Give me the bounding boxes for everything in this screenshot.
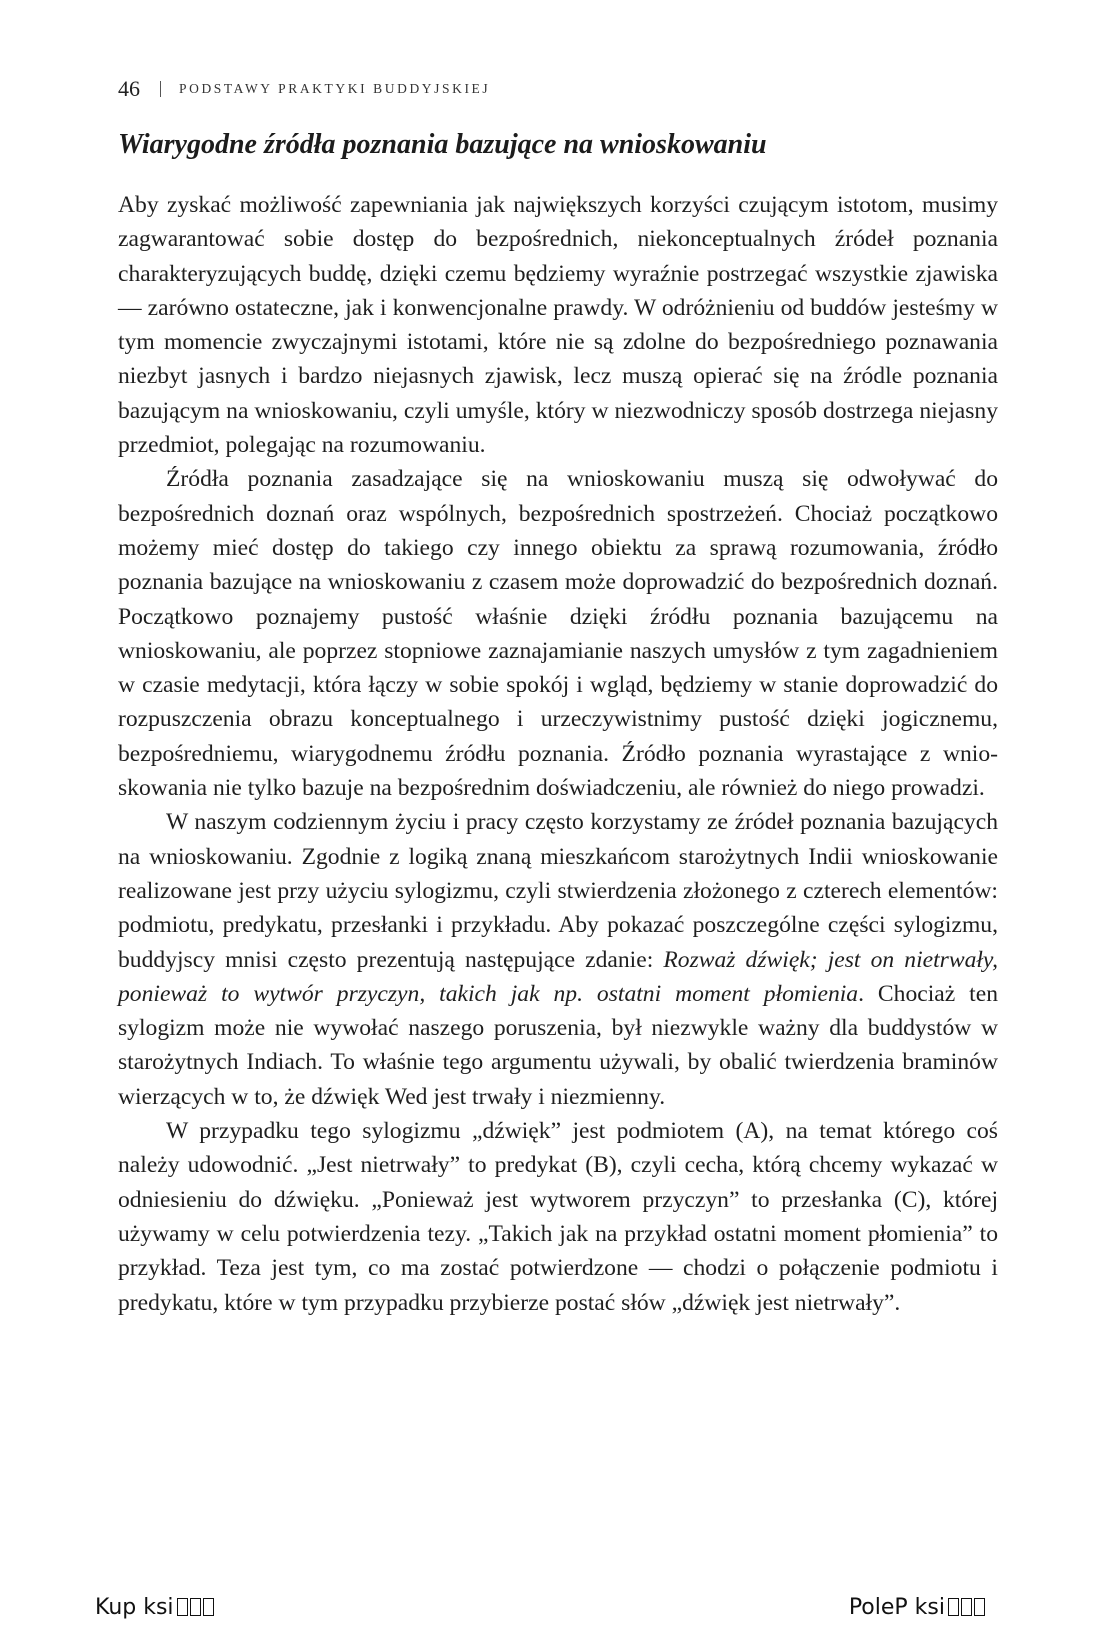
- running-head: [118, 74, 490, 104]
- missing-glyph-icon: [946, 1598, 985, 1616]
- paragraph-1: Aby zyskać możliwość zapewniania jak największych korzyści czującym istotom, musimy zagwarantować sobie dostęp do bezpośrednich, niekonceptualnych źródeł poznania charakteryzujących buddę, dzięki czemu będziemy wyraźnie postrzegać wszystkie zjawiska — zarówno ostateczne, jak i konwencjonalne prawdy. W odróżnieniu od buddów jesteśmy w tym momencie zwyczajnymi istotami, które nie są zdolne do bezpośredniego poznawania niezbyt jasnych i bardzo niejasnych zjawisk, lecz muszą opierać się na źródle poznania bazującym na wnioskowaniu, czyli umyśle, który w niezwodniczy sposób dostrzega niejasny przedmiot, polegając na rozumowaniu.: [118, 192, 998, 459]
- missing-glyph-icon: [175, 1598, 214, 1616]
- body-text: [118, 188, 998, 1320]
- paragraph-3-syllogism-example: Rozważ dźwięk; jest on nietrwały, ponieważ to wytwór przyczyn, takich jak np. ostatni moment płomienia: [118, 946, 998, 1007]
- paragraph-3-text-end: . Chociaż ten sylogizm może nie wywołać naszego poruszenia, był niezwykle ważny dla buddystów w starożytnych Indiach. To właśnie tego argumentu używali, by obalić twierdzenia braminów wierzących w to, że dźwięk Wed jest trwały i niezmienny.: [118, 980, 998, 1110]
- section-heading: Wiarygodne źródła poznania bazujące na wnioskowaniu: [118, 129, 767, 160]
- paragraph-3: [118, 805, 998, 1114]
- paragraph-2: Źródła poznania zasadzające się na wnioskowaniu muszą się odwoływać do bezpośrednich doznań oraz wspólnych, bezpośrednich spostrzeżeń. Chociaż początkowo możemy mieć dostęp do takiego czy innego obiektu za sprawą rozumowania, źródło poznania bazujące na wnioskowaniu z czasem może doprowadzić do bezpośrednich doznań. Początkowo poznajemy pustość właśnie dzięki źródłu poznania bazującemu na wnioskowaniu, ale poprzez stopniowe zaznajamianie naszych umysłów z tym zagadnieniem w czasie medytacji, która łączy w sobie spokój i wgląd, będziemy w stanie doprowadzić do rozpuszczenia obrazu konceptualnego i urzeczywistnimy pustość dzięki jogicznemu, bezpośredniemu, wiarygodnemu źródłu poznania. Źródło poznania wyrastające z wnioskowania nie tylko bazuje na bezpośrednim doświadczeniu, ale również do niego prowadzi.: [118, 466, 998, 802]
- header-divider: [160, 81, 161, 97]
- running-title: PODSTAWY PRAKTYKI BUDDYJSKIEJ: [179, 81, 491, 96]
- buy-book-link-label: Kup ksi: [95, 1594, 174, 1620]
- buy-book-link[interactable]: [95, 1591, 214, 1623]
- recommend-book-link-label: PoleP ksi: [848, 1594, 945, 1620]
- paragraph-4: W przypadku tego sylogizmu „dźwięk” jest podmiotem (A), na temat którego coś należy udowodnić. „Jest nietrwały” to predykat (B), czyli cecha, którą chcemy wykazać w odniesieniu do dźwięku. „Ponieważ jest wytworem przyczyn” to przesłanka (C), której używamy w celu potwierdzenia tezy. „Takich jak na przykład ostatni moment płomienia” to przykład. Teza jest tym, co ma zostać potwierdzone — chodzi o połączenie podmiotu i predykatu, które w tym przypadku przybierze postać słów „dźwięk jest nietrwały”.: [118, 1118, 998, 1316]
- paragraph-3-text-start: W naszym codziennym życiu i pracy często korzystamy ze źródeł poznania bazujących na wnioskowaniu. Zgodnie z logiką znaną mieszkańcom starożytnych Indii wnioskowanie realizowane jest przy użyciu sylogizmu, czyli stwierdzenia złożonego z czterech elementów: podmiotu, predykatu, przesłanki i przykładu. Aby pokazać poszczególne części sylogizmu, buddyjscy mnisi często prezentują następujące zdanie:: [118, 809, 998, 973]
- recommend-book-link[interactable]: [849, 1591, 985, 1623]
- page-number: 46: [118, 76, 140, 101]
